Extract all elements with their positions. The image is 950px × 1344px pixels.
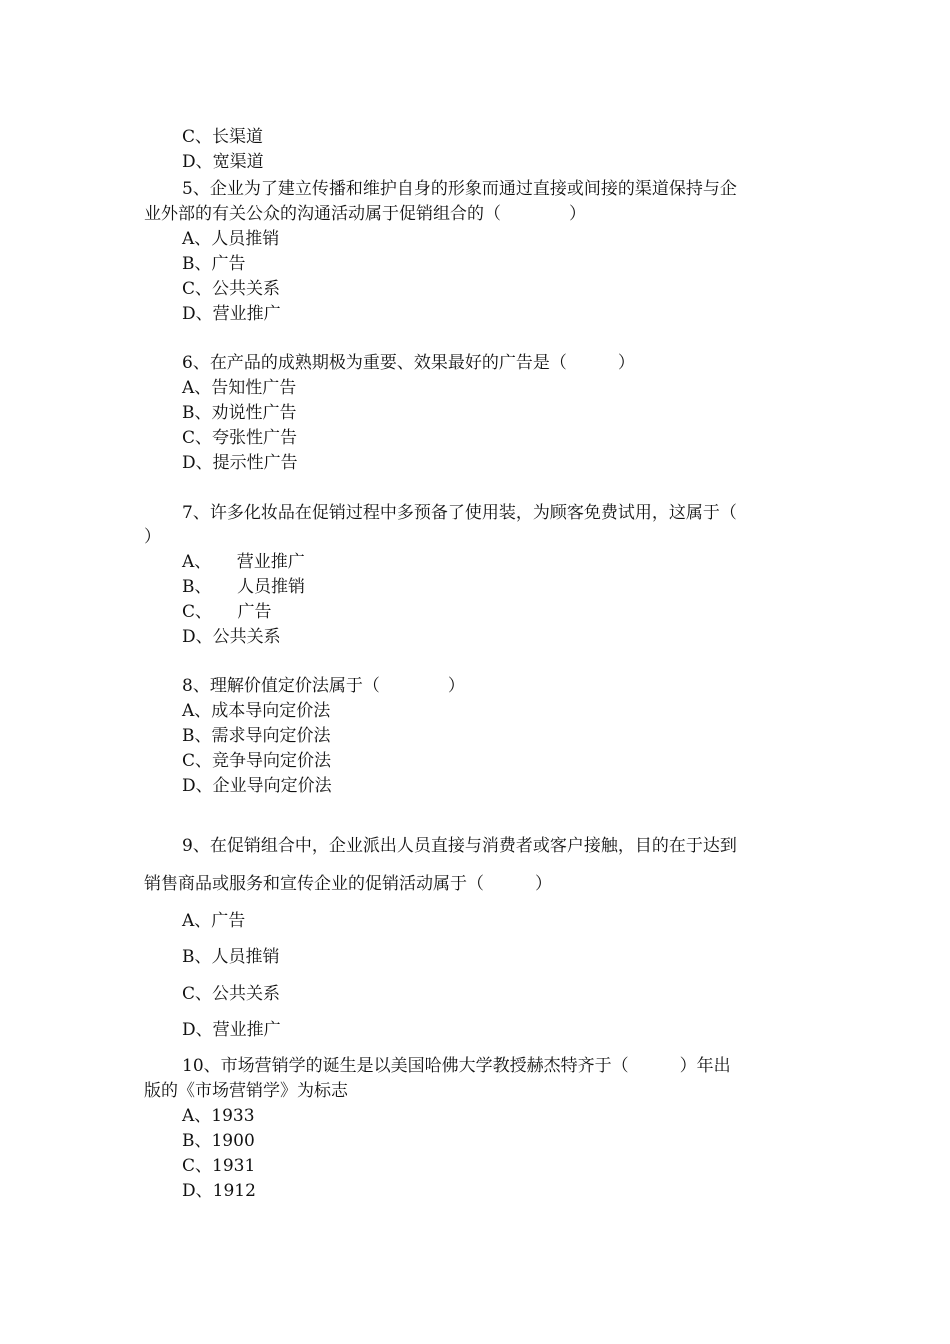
q5-option-b: B、广告 [182,254,246,274]
q9-option-d: D、营业推广 [182,1020,281,1040]
q9-option-b: B、人员推销 [182,947,280,967]
question-10-line-1: 10、市场营销学的诞生是以美国哈佛大学教授赫杰特齐于（ ）年出 [182,1056,731,1076]
q6-option-b: B、劝说性广告 [182,403,297,423]
q5-option-a: A、人员推销 [182,229,280,249]
q10-option-d: D、1912 [182,1181,256,1201]
q10-option-a: A、1933 [182,1106,255,1126]
question-5-line-2: 业外部的有关公众的沟通活动属于促销组合的（ ） [144,204,586,224]
question-8: 8、理解价值定价法属于（ ） [182,676,465,696]
question-10-line-2: 版的《市场营销学》为标志 [144,1081,348,1101]
q7-option-b: B、 人员推销 [182,577,305,597]
q9-option-c: C、公共关系 [182,984,281,1004]
q5-option-c: C、公共关系 [182,279,281,299]
q10-option-c: C、1931 [182,1156,256,1176]
q8-option-c: C、竞争导向定价法 [182,751,332,771]
q6-option-d: D、提示性广告 [182,453,298,473]
question-5-line-1: 5、企业为了建立传播和维护自身的形象而通过直接或间接的渠道保持与企 [182,179,737,199]
question-9-line-1: 9、在促销组合中，企业派出人员直接与消费者或客户接触，目的在于达到 [182,836,737,856]
option-c-long-channel: C、长渠道 [182,127,264,147]
q8-option-a: A、成本导向定价法 [182,701,331,721]
q7-option-a: A、 营业推广 [182,552,305,572]
q6-option-a: A、告知性广告 [182,378,297,398]
question-6: 6、在产品的成熟期极为重要、效果最好的广告是（ ） [182,353,635,373]
q6-option-c: C、夸张性广告 [182,428,298,448]
q7-option-d: D、公共关系 [182,627,281,647]
question-7-line-1: 7、许多化妆品在促销过程中多预备了使用装，为顾客免费试用，这属于（ [182,503,737,523]
q10-option-b: B、1900 [182,1131,255,1151]
q8-option-d: D、企业导向定价法 [182,776,332,796]
q7-option-c: C、 广告 [182,602,272,622]
q5-option-d: D、营业推广 [182,304,281,324]
question-7-line-2: ） [144,527,161,547]
option-d-wide-channel: D、宽渠道 [182,152,264,172]
q8-option-b: B、需求导向定价法 [182,726,331,746]
question-9-line-2: 销售商品或服务和宣传企业的促销活动属于（ ） [144,874,552,894]
q9-option-a: A、广告 [182,911,246,931]
